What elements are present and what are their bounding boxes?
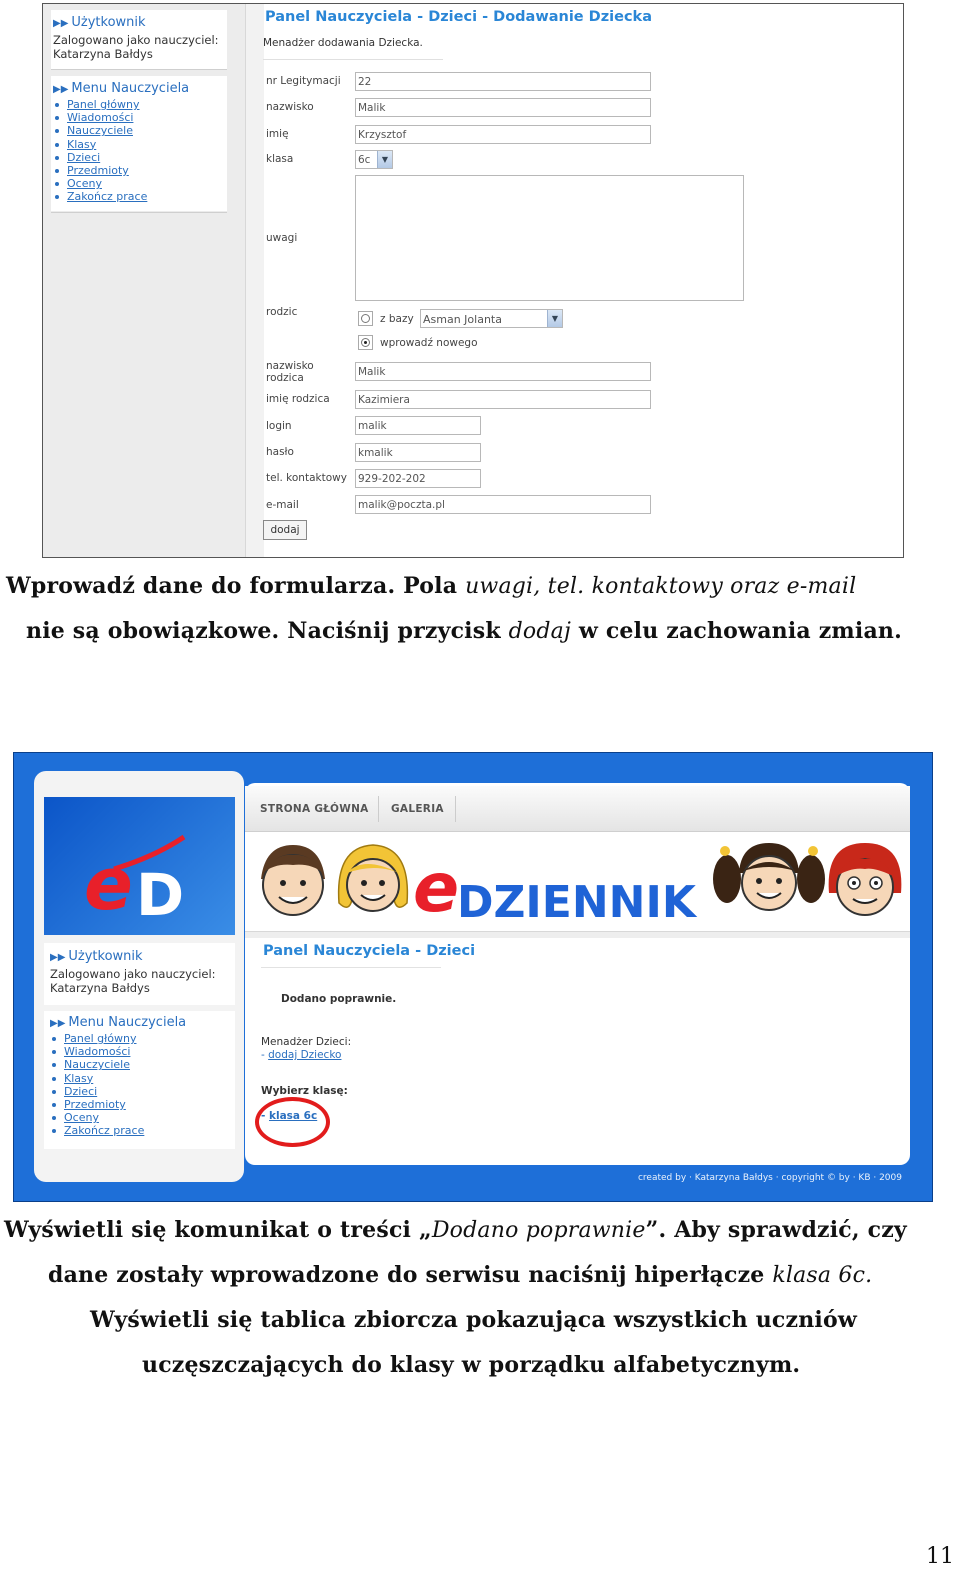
parent-new-radio-frame[interactable] (358, 335, 373, 350)
double-arrow-icon: ▶▶ (53, 18, 69, 29)
password-label: hasło (266, 446, 294, 458)
class-link[interactable]: klasa 6c (269, 1110, 318, 1122)
menu-item-label[interactable]: Wiadomości (67, 111, 134, 125)
menu-item-label[interactable]: Panel główny (67, 98, 140, 111)
firstname-input[interactable]: Krzysztof (355, 125, 651, 144)
ed-logo-icon (44, 797, 235, 935)
divider (245, 931, 910, 938)
logged-as-text: Zalogowano jako nauczyciel: (50, 967, 216, 981)
bullet-icon (55, 195, 59, 199)
caption1-line1: Wprowadź dane do formularza. Pola uwagi, tel. kontaktowy oraz e-mail (6, 573, 857, 599)
bullet-icon (52, 1063, 56, 1067)
bullet-icon (52, 1090, 56, 1094)
parent-db-select-value: Asman Jolanta (423, 313, 502, 326)
parent-surname-input[interactable]: Malik (355, 362, 651, 381)
menu-item-label[interactable]: Przedmioty (67, 164, 129, 178)
menu-item[interactable] (55, 124, 147, 137)
parent-name-label: imię rodzica (266, 393, 330, 405)
menu-item-label[interactable]: Klasy (64, 1071, 94, 1085)
parent-db-select[interactable] (420, 309, 563, 328)
menu-heading: ▶▶ Menu Nauczyciela (53, 81, 190, 96)
double-arrow-icon: ▶▶ (50, 1018, 66, 1029)
legit-label: nr Legitymacji (266, 75, 341, 87)
svg-text:D: D (136, 861, 185, 929)
menu-item-label[interactable]: Dzieci (64, 1084, 98, 1098)
menu-item-label[interactable]: Zakończ prace (67, 190, 148, 204)
logged-as-text: Zalogowano jako nauczyciel: (53, 33, 219, 47)
menu-item[interactable] (55, 190, 147, 203)
nav-gallery[interactable]: GALERIA (391, 803, 444, 815)
menu-item[interactable] (52, 1072, 144, 1085)
double-arrow-icon: ▶▶ (53, 84, 69, 95)
menu-item[interactable] (55, 98, 147, 111)
login-input[interactable]: malik (355, 416, 481, 435)
menu-item-label[interactable]: Nauczyciele (67, 124, 133, 138)
svg-text:e: e (84, 842, 133, 926)
bullet-icon (52, 1129, 56, 1133)
menu-item[interactable] (52, 1098, 144, 1111)
notes-textarea[interactable] (355, 175, 744, 301)
add-child-row: - dodaj Dziecko (261, 1049, 342, 1061)
highlight-circle (255, 1097, 330, 1147)
bullet-icon (52, 1050, 56, 1054)
menu-item[interactable] (55, 138, 147, 151)
notes-label: uwagi (266, 232, 298, 244)
bullet-icon (52, 1116, 56, 1120)
email-input[interactable]: malik@poczta.pl (355, 495, 651, 514)
parent-db-radio-frame[interactable] (358, 311, 373, 326)
bullet-icon (55, 182, 59, 186)
page-title: Panel Nauczyciela - Dzieci (263, 943, 476, 959)
nav-home[interactable]: STRONA GŁÓWNA (260, 803, 369, 815)
class-select[interactable] (355, 150, 393, 169)
kid-face-icon (261, 845, 325, 915)
parent-new-label: wprowadź nowego (380, 337, 478, 349)
parent-db-label: z bazy (380, 313, 414, 325)
teacher-menu (51, 76, 227, 211)
menu-item[interactable] (55, 164, 147, 177)
menu-list (52, 1032, 144, 1138)
caption2-line3: Wyświetli się tablica zbiorcza pokazująca wszystkich uczniów (90, 1307, 857, 1333)
teacher-menu (44, 1011, 235, 1149)
parent-name-input[interactable]: Kazimiera (355, 390, 651, 409)
bullet-icon (55, 169, 59, 173)
menu-item[interactable] (55, 111, 147, 124)
page-subtitle: Menadżer dodawania Dziecka. (263, 37, 423, 49)
class-link-row: - klasa 6c (261, 1110, 318, 1122)
column-divider (245, 4, 264, 557)
banner-art (245, 833, 910, 931)
email-label: e-mail (266, 499, 299, 511)
menu-item[interactable] (52, 1045, 144, 1058)
footer-credit: created by · Katarzyna Bałdys · copyright © by · KB · 2009 (637, 1173, 902, 1183)
bullet-icon (55, 103, 59, 107)
bullet-icon (55, 143, 59, 147)
legit-input[interactable]: 22 (355, 72, 651, 91)
menu-item-label[interactable]: Zakończ prace (64, 1124, 145, 1138)
caption2-line4: uczęszczających do klasy w porządku alfabetycznym. (142, 1352, 801, 1378)
bullet-icon (55, 156, 59, 160)
parent-surname-label: nazwisko rodzica (266, 360, 314, 384)
menu-item[interactable] (52, 1111, 144, 1124)
bullet-icon (55, 129, 59, 133)
menu-item-label[interactable]: Dzieci (67, 150, 101, 164)
menu-item[interactable] (55, 151, 147, 164)
surname-label: nazwisko (266, 101, 314, 113)
class-select-value: 6c (358, 154, 371, 166)
sidebar (43, 4, 245, 557)
menu-item[interactable] (55, 177, 147, 190)
double-arrow-icon: ▶▶ (50, 952, 66, 963)
menu-item-label[interactable]: Panel główny (64, 1032, 137, 1045)
menu-item[interactable] (52, 1085, 144, 1098)
menu-item-label[interactable]: Przedmioty (64, 1098, 126, 1112)
add-child-link[interactable]: dodaj Dziecko (268, 1049, 342, 1061)
user-heading: ▶▶ Użytkownik (50, 949, 143, 964)
user-box (44, 943, 235, 1005)
menu-heading: ▶▶ Menu Nauczyciela (50, 1015, 187, 1030)
parent-db-radio[interactable] (361, 314, 370, 323)
parent-label: rodzic (266, 306, 298, 318)
chevron-down-icon: ▼ (547, 310, 562, 327)
surname-input[interactable]: Malik (355, 98, 651, 117)
manager-label: Menadżer Dzieci: (261, 1036, 352, 1048)
submit-button[interactable]: dodaj (263, 520, 307, 540)
logo-box (44, 797, 235, 935)
page-title: Panel Nauczyciela - Dzieci - Dodawanie Dziecka (265, 9, 652, 25)
phone-input[interactable]: 929-202-202 (355, 469, 481, 488)
user-name: Katarzyna Bałdys (50, 981, 150, 995)
menu-item-label[interactable]: Oceny (64, 1111, 99, 1125)
banner (245, 833, 910, 931)
user-heading: ▶▶ Użytkownik (53, 15, 146, 30)
page-number: 11 (926, 1544, 954, 1569)
menu-item-label[interactable]: Nauczyciele (64, 1058, 130, 1072)
brand-title: DZIENNIK (457, 877, 696, 928)
bullet-icon (52, 1037, 56, 1041)
user-box (51, 10, 227, 70)
svg-text:e: e (413, 849, 460, 928)
bullet-icon (52, 1077, 56, 1081)
caption2-line2: dane zostały wprowadzone do serwisu naciśnij hiperłącze klasa 6c. (48, 1262, 873, 1288)
menu-item-label[interactable]: Oceny (67, 177, 102, 191)
kid-face-icon (713, 843, 825, 910)
kid-face-icon (829, 843, 902, 915)
user-name: Katarzyna Bałdys (53, 47, 153, 61)
class-label: klasa (266, 153, 294, 165)
menu-item[interactable] (52, 1058, 144, 1071)
phone-label: tel. kontaktowy (266, 472, 347, 484)
screenshot-children-panel (13, 752, 933, 1202)
bullet-icon (52, 1103, 56, 1107)
kid-face-icon (339, 845, 408, 911)
login-label: login (266, 420, 292, 432)
menu-item-label[interactable]: Wiadomości (64, 1045, 131, 1059)
caption2-line1: Wyświetli się komunikat o treści „Dodano poprawnie”. Aby sprawdzić, czy (4, 1217, 907, 1243)
status-message: Dodano poprawnie. (281, 993, 397, 1005)
caption1-line2: nie są obowiązkowe. Naciśnij przycisk dodaj w celu zachowania zmian. (26, 618, 902, 644)
menu-item[interactable] (52, 1124, 144, 1137)
menu-item[interactable] (52, 1032, 144, 1045)
firstname-label: imię (266, 128, 289, 140)
parent-new-radio[interactable] (361, 338, 370, 347)
screenshot-add-child-form (42, 3, 904, 558)
choose-class-label: Wybierz klasę: (261, 1085, 348, 1097)
nav-bar (245, 786, 910, 832)
chevron-down-icon: ▼ (377, 151, 392, 168)
bullet-icon (55, 116, 59, 120)
menu-list (55, 98, 147, 204)
menu-item-label[interactable]: Klasy (67, 137, 97, 151)
password-input[interactable]: kmalik (355, 443, 481, 462)
